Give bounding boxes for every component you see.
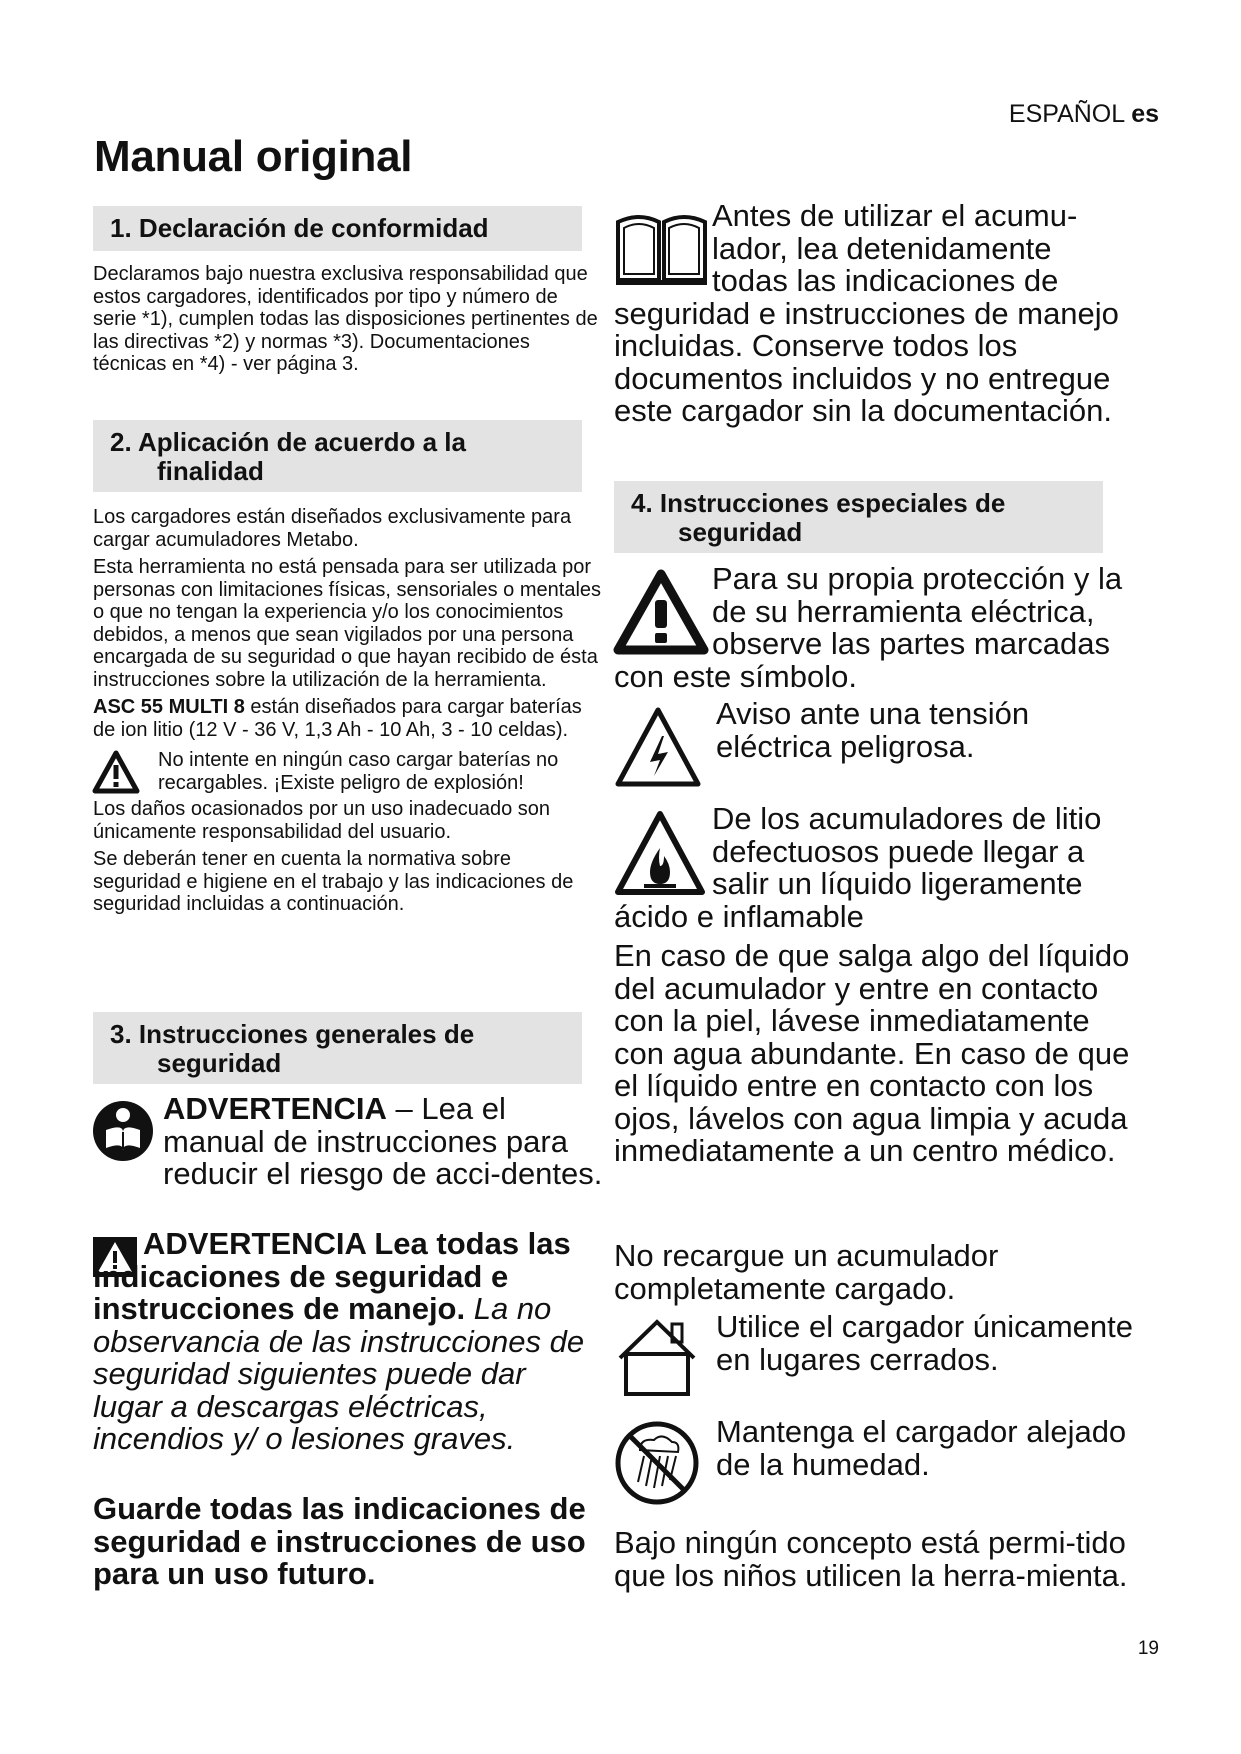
section-2-title-b: finalidad <box>157 456 264 486</box>
section-1-heading <box>93 206 582 251</box>
warning-label: ADVERTENCIA <box>163 1091 387 1126</box>
children-text: Bajo ningún concepto está permi-tido que los niños utilicen la herra-mienta. <box>614 1525 1128 1593</box>
language-code: es <box>1131 100 1159 128</box>
own-protection-text <box>614 563 1134 693</box>
read-manual-icon <box>92 1100 154 1162</box>
section-4-title-a: Instrucciones especiales de <box>659 488 1006 518</box>
warning-read-all-bold: ADVERTENCIA Lea todas las indicaciones de seguridad e instrucciones de manejo. <box>93 1226 571 1326</box>
model-name: ASC 55 MULTI 8 <box>93 696 245 718</box>
regulations-text: Se deberán tener en cuenta la normativa sobre seguridad e higiene en el trabajo y las indicaciones de seguridad incluidas a continuación. <box>93 848 574 915</box>
warning-read-manual <box>163 1093 603 1191</box>
model-description: están diseñados para cargar baterías de ion litio (12 V - 36 V, 1,3 Ah - 10 Ah, 3 - 10 celdas). <box>93 696 582 741</box>
no-recharge-text: No recargue un acumulador completamente cargado. <box>614 1238 999 1306</box>
warning-read-all-italic: La no observancia de las instrucciones de seguridad siguientes puede dar lugar a descargas eléctricas, incendios y/ o lesiones graves. <box>93 1291 585 1456</box>
section-1-title: Declaración de conformidad <box>138 213 489 243</box>
section-4-title-b: seguridad <box>678 517 803 547</box>
lithium-leak-content: De los acumuladores de litio defectuosos puede llegar a salir un líquido ligeramente ácido e inflamable <box>614 801 1102 934</box>
page-title: Manual original <box>94 132 413 181</box>
section-3-heading <box>93 1012 582 1084</box>
model-text <box>93 696 603 741</box>
skin-contact-text: En caso de que salga algo del líquido del acumulador y entre en contacto con la piel, lávese inmediatamente con agua abundante. En caso de que el líquido entre en contacto con los ojos, lávelos con agua limpia y acuda inmediatamente a un centro médico. <box>614 938 1130 1168</box>
section-2-body <box>93 506 603 921</box>
page-number: 19 <box>1137 1638 1159 1659</box>
indoor-house-icon <box>614 1316 700 1398</box>
declaration-text: Declaramos bajo nuestra exclusiva responsabilidad que estos cargadores, identificados por tipo y número de serie *1), cumplen todas las disposiciones pertinentes de las directivas *2) y normas *3). Documentaciones técnicas en *4) - ver página 3. <box>93 263 598 375</box>
intro-text <box>614 200 1134 428</box>
user-limitations-text: Esta herramienta no está pensada para ser utilizada por personas con limitaciones físicas, sensoriales o mentales o que no tengan la experiencia y/o los conocimientos debidos, a menos que sean vigilados por una persona encargada de su seguridad o que hayan recibido de ésta instrucciones sobre la utilización de la herramienta. <box>93 556 602 691</box>
section-1-body <box>93 263 600 381</box>
read-manual-text: – Lea el manual de instrucciones para reducir el riesgo de acci-dentes. <box>163 1091 603 1191</box>
non-rechargeable-warning <box>93 749 603 794</box>
section-3-number: 3. <box>110 1019 132 1049</box>
intended-use-text: Los cargadores están diseñados exclusivamente para cargar acumuladores Metabo. <box>93 506 572 551</box>
electric-hazard-text: Aviso ante una tensión eléctrica peligrosa. <box>716 696 1030 764</box>
lithium-leak-text <box>614 803 1134 933</box>
language-name: ESPAÑOL <box>1008 100 1125 128</box>
section-2-heading <box>93 420 582 492</box>
section-4-number: 4. <box>631 488 653 518</box>
electric-hazard-icon <box>614 706 702 788</box>
keep-instructions-text: Guarde todas las indicaciones de seguridad e instrucciones de uso para un uso futuro. <box>93 1491 586 1591</box>
keep-dry-text: Mantenga el cargador alejado de la humedad. <box>716 1414 1127 1482</box>
own-protection-content: Para su propia protección y la de su herramienta eléctrica, observe las partes marcadas con este símbolo. <box>614 561 1123 694</box>
section-3-title-a: Instrucciones generales de <box>138 1019 475 1049</box>
section-2-number: 2. <box>110 427 132 457</box>
section-3-title-b: seguridad <box>157 1048 282 1078</box>
section-1-number: 1. <box>110 213 132 243</box>
warning-read-all <box>93 1228 603 1456</box>
warning-triangle-icon <box>93 751 139 793</box>
non-rechargeable-warning-text: No intente en ningún caso cargar baterías no recargables. ¡Existe peligro de explosión! <box>158 749 559 794</box>
intro-text-content: Antes de utilizar el acumu-lador, lea detenidamente todas las indicaciones de seguridad e instrucciones de manejo incluidas. Conserve todos los documentos incluidos y no entregue este cargador sin la documentación. <box>614 198 1119 428</box>
liability-text: Los daños ocasionados por un uso inadecuado son únicamente responsabilidad del usuario. <box>93 798 551 843</box>
section-4-heading <box>614 481 1103 553</box>
language-label <box>1009 100 1159 129</box>
indoor-use-text: Utilice el cargador únicamente en lugares cerrados. <box>716 1309 1133 1377</box>
no-rain-icon <box>614 1420 700 1506</box>
section-2-title-a: Aplicación de acuerdo a la <box>137 427 466 457</box>
